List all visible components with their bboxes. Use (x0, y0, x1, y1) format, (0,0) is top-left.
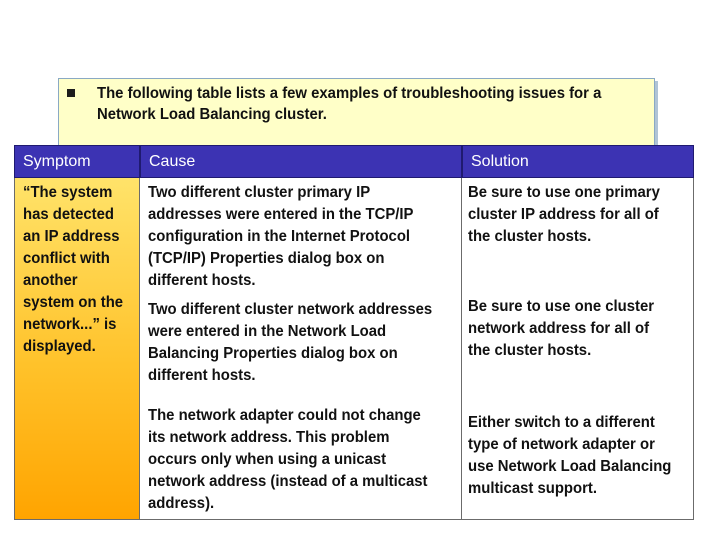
troubleshooting-table (14, 145, 694, 520)
cause-text-3: The network adapter could not change its network address. This problem occurs only when using a unicast network address (instead of a multicast address). (148, 407, 428, 512)
symptom-cell (14, 178, 140, 520)
square-bullet-icon (67, 89, 75, 97)
header-symptom: Symptom (14, 145, 140, 178)
solution-text-2: Be sure to use one cluster network address for all of the cluster hosts. (468, 298, 655, 359)
intro-callout (58, 78, 655, 146)
solution-text-3: Either switch to a different type of network adapter or use Network Load Balancing multicast support. (468, 414, 672, 497)
cause-text-1: Two different cluster primary IP addresses were entered in the TCP/IP configuration in the Internet Protocol (TCP/IP) Properties dialog box on different hosts. (148, 184, 414, 289)
cause-column (140, 178, 462, 520)
solution-column (462, 178, 694, 520)
header-solution: Solution (462, 145, 694, 178)
header-cause: Cause (140, 145, 462, 178)
solution-text-1: Be sure to use one primary cluster IP address for all of the cluster hosts. (468, 184, 660, 245)
cause-text-2: Two different cluster network addresses were entered in the Network Load Balancing Properties dialog box on different hosts. (148, 301, 433, 384)
symptom-text: “The system has detected an IP address conflict with another system on the network...” is displayed. (23, 184, 124, 355)
intro-text: The following table lists a few examples of troubleshooting issues for a Network Load Balancing cluster. (97, 85, 602, 123)
